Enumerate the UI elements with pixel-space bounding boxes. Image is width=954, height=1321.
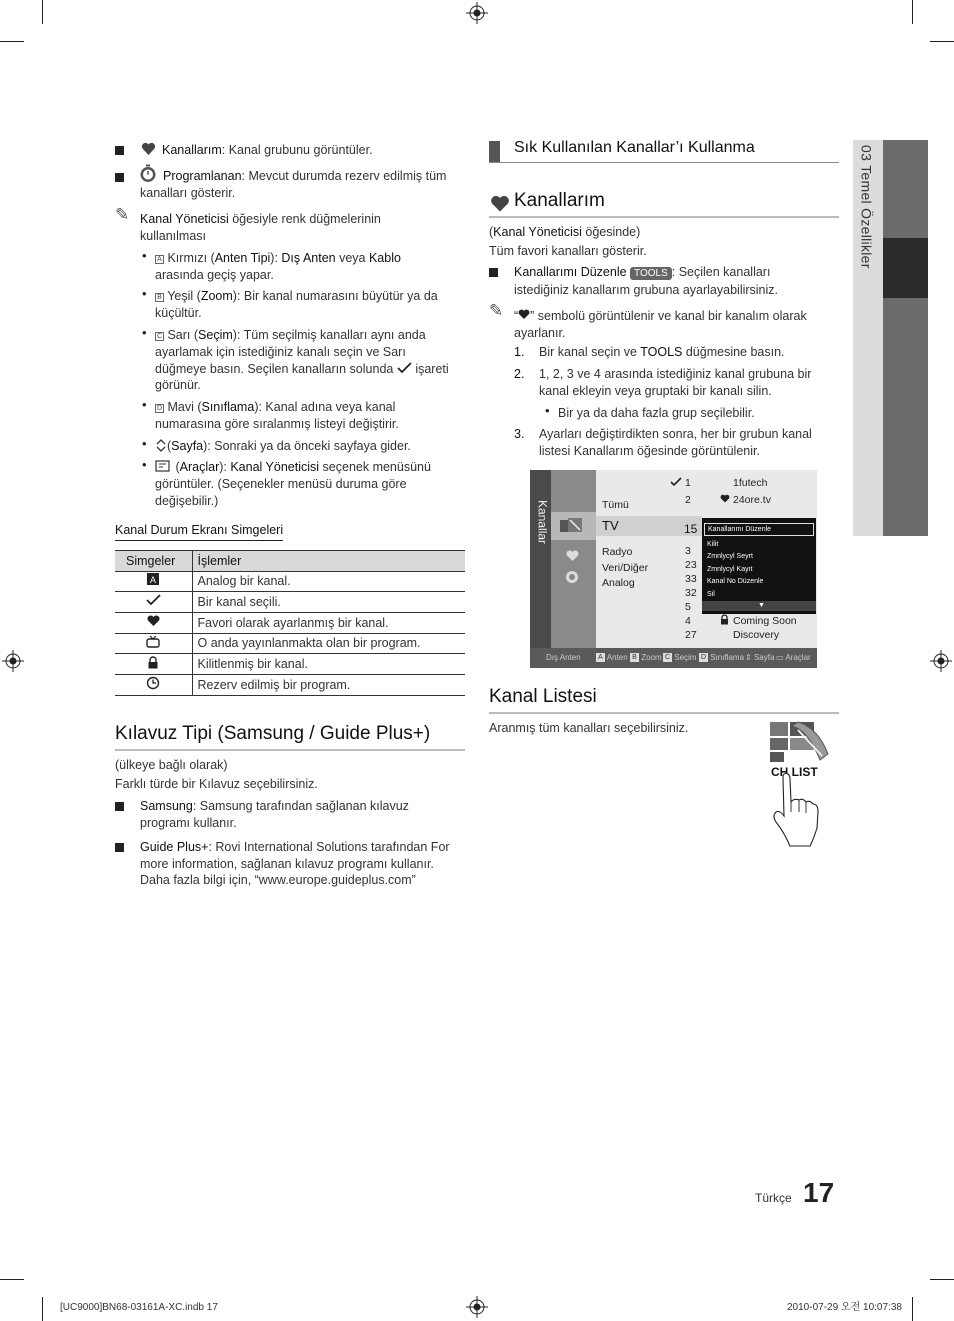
svg-text:A: A: [150, 575, 157, 586]
bullet-scheduled-line2: kanalları gösterir.: [140, 186, 236, 200]
tv-num: 3: [685, 545, 691, 557]
tv-cat: TV: [602, 518, 619, 533]
tv-num: 5: [685, 601, 691, 613]
note-color-buttons: Kanal Yöneticisi öğesiyle renk düğmelerinin: [140, 212, 381, 226]
tv-num: 4: [685, 615, 691, 627]
step-3: Ayarları değiştirdikten sonra, her bir grubun kanal: [539, 427, 812, 441]
footer-date: 2010-07-29 오전 10:07:38: [787, 1302, 902, 1313]
hand-pointer-icon: [770, 772, 826, 848]
lock-icon: [720, 614, 729, 625]
step-number: 1.: [514, 345, 525, 359]
guide-plus-line2: more information, sağlanan kılavuz programı kullanır.: [140, 857, 434, 871]
table-row: [115, 654, 465, 675]
heart-icon: [566, 550, 579, 562]
crop-mark: [0, 41, 24, 42]
tv-side-bar: [530, 470, 551, 648]
button-b-icon: B: [155, 293, 164, 302]
list-title: Kanal Listesi: [489, 686, 597, 707]
sub-bullet-tools: (Araçlar): Kanal Yöneticisi seçenek menüsünü: [155, 459, 431, 476]
chapter-tab-band: [883, 238, 928, 298]
note-heart-line2: ayarlanır.: [514, 326, 566, 340]
section-rule: [489, 162, 839, 163]
tv-screenshot: [530, 470, 817, 668]
edit-bullet: Kanallarımı Düzenle TOOLS : Seçilen kanalları: [514, 265, 771, 279]
crop-mark: [930, 1279, 954, 1280]
note-heart: “ ” sembolü görüntülenir ve kanal bir kanalım olarak: [514, 309, 807, 323]
registration-mark-icon: [2, 650, 24, 672]
guide-sub2: Farklı türde bir Kılavuz seçebilirsiniz.: [115, 777, 318, 791]
section-marker: [489, 141, 500, 162]
section-rule: [489, 712, 839, 714]
table-row: [115, 613, 465, 634]
sub-bullet-yellow-line4: görünür.: [155, 378, 201, 392]
tv-menu-item-selected: Kanallarımı Düzenle: [704, 523, 814, 536]
section-rule: [489, 216, 839, 218]
dot-bullet: •: [142, 286, 147, 301]
guide-title: Kılavuz Tipi (Samsung / Guide Plus+): [115, 723, 431, 744]
button-d-icon: D: [156, 405, 163, 412]
tv-bottom-bar: Dış Anten A Anten B Zoom C Seçim D Sınıflama ⇕ Sayfa ▭ Araçlar: [530, 648, 817, 668]
guide-samsung: Samsung: Samsung tarafından sağlanan kılavuz: [140, 799, 409, 813]
tv-menu-item: Sil: [707, 590, 715, 598]
tv-cat: Veri/Diğer: [602, 562, 649, 574]
note-color-buttons-line2: kullanılması: [140, 229, 206, 243]
edit-bullet-line2: istediğiniz kanallarım grubuna ayarlayabilirsiniz.: [514, 283, 779, 297]
timer-icon: [139, 164, 157, 183]
step-1: Bir kanal seçin ve TOOLS düğmesine basın.: [539, 345, 785, 359]
guide-sub1: (ülkeye bağlı olarak): [115, 758, 228, 772]
clock-icon: [146, 676, 160, 690]
guide-plus: Guide Plus+: Rovi International Solutions tarafından For: [140, 840, 450, 854]
chapter-tab-band: [883, 140, 928, 238]
step-number: 3.: [514, 427, 525, 441]
tv-num: 2: [685, 494, 691, 506]
tv-num: 1: [685, 477, 691, 489]
symbol-table: [115, 550, 465, 696]
sub-bullet-red: A Kırmızı (Anten Tipi): Dış Anten veya Kablo: [155, 250, 401, 267]
check-icon: [397, 362, 412, 374]
sub-bullet-blue: D Mavi (Sınıflama): Kanal adına veya kanal: [156, 400, 396, 414]
heart-icon: [490, 195, 510, 213]
square-bullet: [489, 268, 498, 277]
sub-bullet-yellow: C Sarı (Seçim): Tüm seçilmiş kanalları aynı anda: [156, 328, 426, 342]
fav-title: Kanallarım: [514, 190, 605, 211]
chapter-label: 03 Temel Özellikler: [858, 145, 875, 269]
table-title: Kanal Durum Ekranı Simgeleri: [115, 522, 283, 541]
page-updown-icon: [155, 439, 167, 452]
tv-menu-item: Zmnlycyl Kayıt: [707, 565, 753, 573]
tools-badge: TOOLS: [630, 267, 672, 280]
crop-mark: [0, 1279, 24, 1280]
table-cell: Kilitlenmiş bir kanal.: [192, 654, 465, 675]
note-pencil-icon: ✎: [489, 301, 504, 320]
dot-bullet: •: [142, 457, 147, 472]
registration-mark-icon: [930, 650, 952, 672]
tv-num: 23: [685, 559, 697, 571]
step-number: 2.: [514, 367, 525, 381]
tv-menu-item: Kilit: [707, 540, 719, 548]
sub-bullet-green-line2: küçültür.: [155, 306, 202, 320]
guide-plus-line3: Daha fazla bilgi için, “www.europe.guideplus.com”: [140, 873, 416, 887]
square-bullet: [115, 173, 124, 182]
tv-options-menu: [702, 518, 816, 614]
heart-icon: [720, 494, 730, 503]
dot-bullet: •: [545, 403, 550, 418]
registration-mark-icon: [466, 2, 488, 24]
crop-mark: [930, 41, 954, 42]
button-c-icon: C: [156, 333, 163, 340]
tv-menu-item: Kanal No Düzenle: [707, 578, 764, 585]
footer-language: Türkçe: [755, 1191, 792, 1205]
step-2: 1, 2, 3 ve 4 arasında istediğiniz kanal grubuna bir: [539, 367, 812, 381]
chapter-tab-band: [883, 298, 928, 536]
table-header-row: [115, 551, 465, 572]
chlist-label: CH LIST: [771, 765, 818, 779]
tv-side-label: Kanallar: [535, 500, 550, 545]
tv-channels-icon: [558, 516, 586, 536]
table-row: [115, 571, 465, 592]
footer-file: [UC9000]BN68-03161A-XC.indb 17: [60, 1302, 218, 1313]
table-cell: O anda yayınlanmakta olan bir program.: [192, 633, 465, 654]
table-header: Simgeler: [115, 551, 192, 572]
tv-num: 33: [685, 573, 697, 585]
tv-cat: Tümü: [602, 499, 629, 511]
step-3-line2: listesi Kanallarım öğesinde görüntülenir.: [539, 444, 760, 458]
square-bullet: [115, 843, 124, 852]
step-2-bullet: Bir ya da daha fazla grup seçilebilir.: [558, 406, 755, 420]
table-row: [115, 675, 465, 696]
table-cell: Favori olarak ayarlanmış bir kanal.: [192, 613, 465, 634]
dot-bullet: •: [142, 436, 147, 451]
crop-mark: [912, 1297, 913, 1321]
table-row: [115, 592, 465, 613]
sub-bullet-green: B Yeşil (Zoom): Bir kanal numarasını büyütür ya da: [155, 288, 438, 305]
guide-samsung-line2: programı kullanır.: [140, 816, 237, 830]
square-bullet: [115, 146, 124, 155]
section-title: Sık Kullanılan Kanallar’ı Kullanma: [514, 139, 755, 156]
note-pencil-icon: ✎: [115, 205, 130, 224]
check-icon: [670, 477, 682, 487]
sub-bullet-blue-line2: numarasına göre sıralanmış listeyi değiştirir.: [155, 417, 399, 431]
bullet-scheduled: Programlanan: Mevcut durumda rezerv edilmiş tüm: [163, 169, 447, 183]
dot-bullet: •: [142, 325, 147, 340]
heart-icon: [147, 615, 160, 627]
sub-bullet-tools-line2: görüntüler. (Seçenekler menüsü duruma göre: [155, 477, 407, 491]
fav-sub1: (Kanal Yöneticisi öğesinde): [489, 225, 641, 239]
table-row: [115, 633, 465, 654]
tv-icon: [146, 635, 160, 648]
crop-mark: [42, 1297, 43, 1321]
heart-icon: [518, 309, 530, 320]
table-cell: Analog bir kanal.: [192, 571, 465, 592]
sub-bullet-yellow-line2: ayarlamak için istediğiniz kanalı seçin ve Sarı: [155, 345, 406, 359]
table-cell: Bir kanal seçili.: [192, 592, 465, 613]
timer-icon: [565, 570, 579, 584]
sub-bullet-tools-line3: değişebilir.): [155, 494, 219, 508]
check-icon: [146, 594, 161, 606]
sub-bullet-yellow-line3: düğmeye basın. Seçilen kanalların solunda işareti: [155, 362, 449, 376]
dot-bullet: •: [142, 248, 147, 263]
tv-num: 15: [684, 522, 698, 536]
analog-icon: [147, 573, 159, 585]
tv-channel: 1futech: [733, 477, 768, 489]
bullet-my-channels: Kanallarım: Kanal grubunu görüntüler.: [162, 143, 373, 157]
tv-cat: Analog: [602, 577, 635, 589]
heart-icon: [141, 142, 156, 156]
sub-bullet-page: (Sayfa): Sonraki ya da önceki sayfaya gider.: [155, 438, 411, 455]
tv-num: 32: [685, 587, 697, 599]
crop-mark: [42, 0, 43, 24]
button-a-icon: A: [155, 255, 164, 264]
tv-num: 27: [685, 629, 697, 641]
section-rule: [115, 749, 465, 751]
table-cell: Rezerv edilmiş bir program.: [192, 675, 465, 696]
dot-bullet: •: [142, 397, 147, 412]
registration-mark-icon: [466, 1296, 488, 1318]
tv-menu-scroll-icon: ▼: [702, 601, 816, 611]
tools-icon: [155, 460, 172, 473]
crop-mark: [912, 0, 913, 24]
tv-menu-item: Zmnlycyl Seyrt: [707, 553, 753, 560]
lock-icon: [147, 656, 159, 669]
list-text: Aranmış tüm kanalları seçebilirsiniz.: [489, 721, 689, 735]
table-header: İşlemler: [192, 551, 465, 572]
fav-sub2: Tüm favori kanalları gösterir.: [489, 244, 647, 258]
sub-bullet-red-line2: arasında geçiş yapar.: [155, 268, 274, 282]
step-2-line2: kanal ekleyin veya gruptaki bir kanalı silin.: [539, 384, 772, 398]
tv-channel: Coming Soon: [733, 615, 797, 627]
page-number: 17: [803, 1177, 835, 1208]
tv-channel: 24ore.tv: [733, 494, 771, 506]
tv-cat: Radyo: [602, 546, 633, 558]
square-bullet: [115, 802, 124, 811]
tv-channel: Discovery: [733, 629, 780, 641]
